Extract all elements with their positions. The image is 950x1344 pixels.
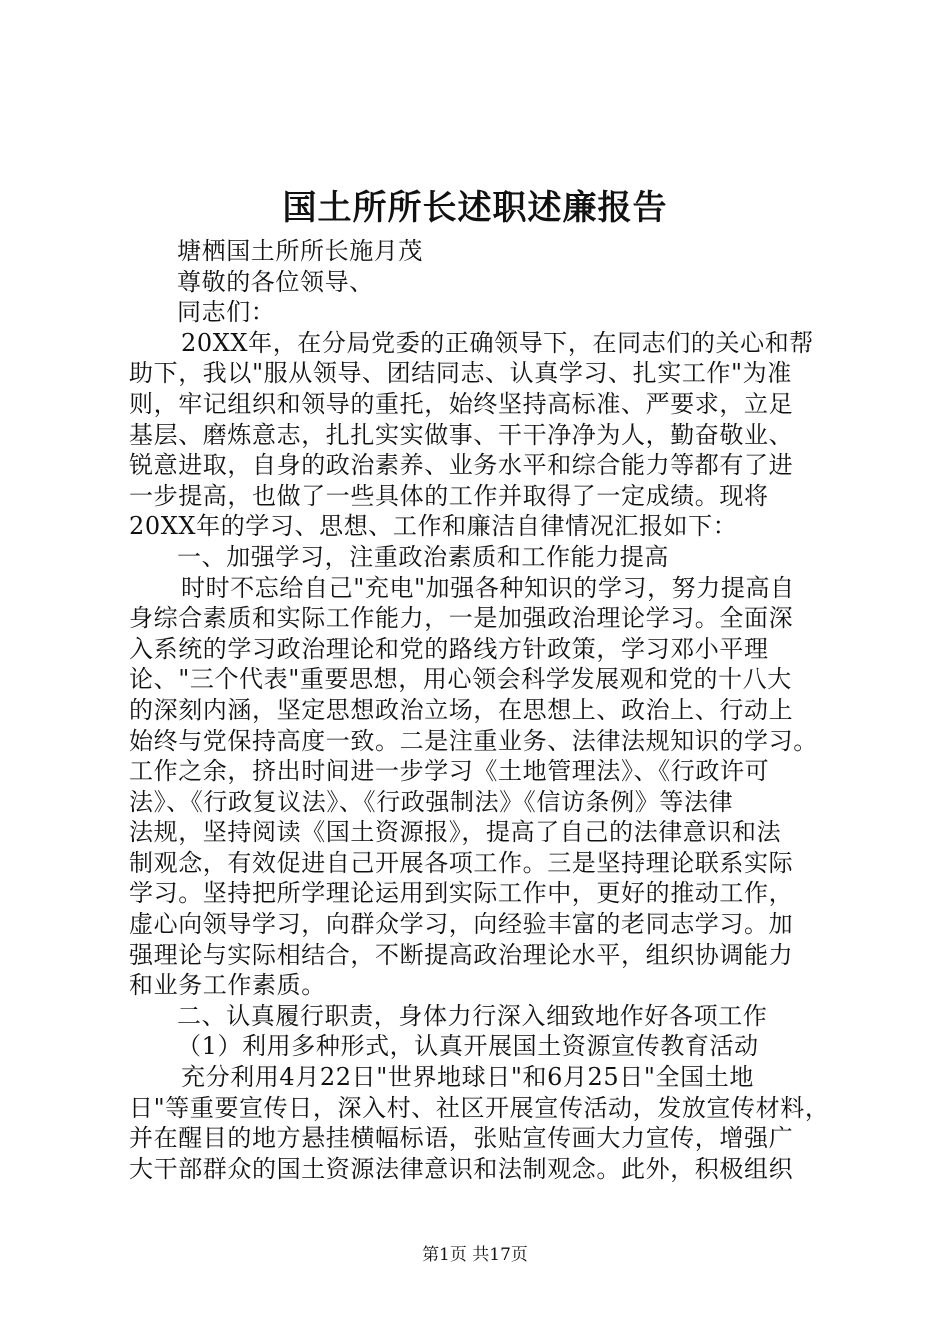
text-line: 虚心向领导学习，向群众学习，向经验丰富的老同志学习。加 <box>129 910 794 939</box>
text-line: 一、加强学习，注重政治素质和工作能力提高 <box>177 542 669 571</box>
text-line: 和业务工作素质。 <box>129 971 326 1000</box>
text-line: 锐意进取，自身的政治素养、业务水平和综合能力等都有了进 <box>129 451 794 480</box>
text-line: 并在醒目的地方悬挂横幅标语，张贴宣传画大力宣传，增强广 <box>129 1124 794 1153</box>
text-line: 制观念，有效促进自己开展各项工作。三是坚持理论联系实际 <box>129 848 794 877</box>
text-line: 尊敬的各位领导、 <box>177 267 374 296</box>
text-line: 论、"三个代表"重要思想，用心领会科学发展观和党的十八大 <box>129 665 792 694</box>
text-line: 二、认真履行职责，身体力行深入细致地作好各项工作 <box>177 1001 768 1030</box>
text-line: 则，牢记组织和领导的重托，始终坚持高标准、严要求，立足 <box>129 389 794 418</box>
document-title: 国土所所长述职述廉报告 <box>282 188 668 228</box>
text-line: 20XX年，在分局党委的正确领导下，在同志们的关心和帮 <box>181 328 814 357</box>
document-body <box>129 236 841 1184</box>
text-line: 日"等重要宣传日，深入村、社区开展宣传活动，发放宣传材料， <box>129 1093 830 1122</box>
text-line: 大干部群众的国土资源法律意识和法制观念。此外，积极组织 <box>129 1154 794 1183</box>
text-line: 入系统的学习政治理论和党的路线方针政策，学习邓小平理 <box>129 634 769 663</box>
text-line: 同志们： <box>177 298 276 327</box>
text-line: （1）利用多种形式，认真开展国土资源宣传教育活动 <box>177 1032 759 1061</box>
text-line: 时时不忘给自己"充电"加强各种知识的学习，努力提高自 <box>181 573 795 602</box>
text-line: 充分利用4月22日"世界地球日"和6月25日"全国土地 <box>181 1063 754 1092</box>
text-line: 强理论与实际相结合，不断提高政治理论水平，组织协调能力 <box>129 940 794 969</box>
text-line: 20XX年的学习、思想、工作和廉洁自律情况汇报如下： <box>129 512 738 541</box>
text-line: 学习。坚持把所学理论运用到实际工作中，更好的推动工作， <box>129 879 794 908</box>
text-line: 助下，我以"服从领导、团结同志、认真学习、扎实工作"为准 <box>129 359 792 388</box>
text-line: 一步提高，也做了一些具体的工作并取得了一定成绩。现将 <box>129 481 769 510</box>
text-line: 始终与党保持高度一致。二是注重业务、法律法规知识的学习。 <box>129 726 818 755</box>
page-footer: 第1页 共17页 <box>422 1245 528 1265</box>
text-line: 法》、《行政复议法》、《行政强制法》《信访条例》等法律 <box>129 787 734 816</box>
text-line: 的深刻内涵，坚定思想政治立场，在思想上、政治上、行动上 <box>129 695 794 724</box>
text-line: 基层、磨炼意志，扎扎实实做事、干干净净为人，勤奋敬业、 <box>129 420 794 449</box>
text-line: 身综合素质和实际工作能力，一是加强政治理论学习。全面深 <box>129 604 794 633</box>
text-line: 工作之余，挤出时间进一步学习《土地管理法》、《行政许可 <box>129 757 770 786</box>
text-line: 法规，坚持阅读《国土资源报》，提高了自己的法律意识和法 <box>129 818 782 847</box>
text-line: 塘栖国土所所长施月茂 <box>177 237 423 265</box>
